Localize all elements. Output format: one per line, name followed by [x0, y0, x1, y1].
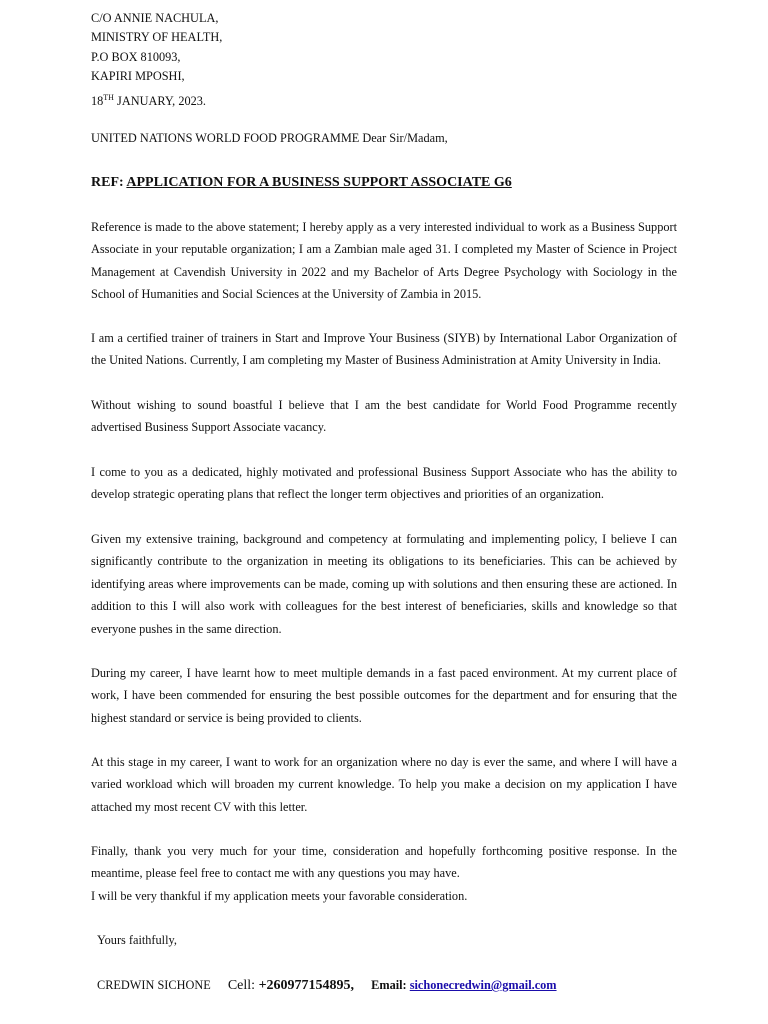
- sender-line-4: KAPIRI MPOSHI,: [91, 69, 185, 83]
- paragraph-8-last: I will be very thankful if my application meets your favorable consideration.: [91, 888, 468, 903]
- closing-salutation: Yours faithfully,: [97, 933, 177, 947]
- signature-name: CREDWIN SICHONE: [97, 978, 211, 992]
- paragraph-5: Given my extensive training, background and competency at formulating and implementing policy, I believe I can significantly contribute to the organization in meeting its obligations to its beneficiaries. This can be achieved by identifying areas where improvements can be made, coming up with solutions and then ensuring these are actioned. In addition to this I will also work with colleagues for the best interest of beneficiaries, skills and knowledge so that everyone pushes in the same direction.: [91, 532, 677, 636]
- paragraph-6: During my career, I have learnt how to meet multiple demands in a fast paced environment. At my current place of work, I have been commended for ensuring the best possible outcomes for the department and for ensuring that the highest standard or service is being provided to clients.: [91, 666, 677, 725]
- ref-subject: APPLICATION FOR A BUSINESS SUPPORT ASSOCIATE G6: [126, 175, 512, 190]
- ref-label: REF:: [91, 175, 127, 190]
- recipient-line: UNITED NATIONS WORLD FOOD PROGRAMME Dear Sir/Madam,: [91, 131, 448, 145]
- email-link[interactable]: sichonecredwin@gmail.com: [409, 978, 557, 992]
- cell-contact: [228, 978, 354, 993]
- sender-line-1: C/O ANNIE NACHULA,: [91, 11, 219, 25]
- paragraph-8-main: Finally, thank you very much for your time, consideration and hopefully forthcoming positive response. In the meantime, please feel free to contact me with any questions you may have.: [91, 844, 677, 881]
- reference-heading: [91, 175, 512, 191]
- email-contact: [371, 978, 556, 992]
- letter-date: [91, 88, 206, 111]
- sender-line-3: P.O BOX 810093,: [91, 50, 181, 64]
- paragraph-1: Reference is made to the above statement; I hereby apply as a very interested individual to work as a Business Support Associate in your reputable organization; I am a Zambian male aged 31. I completed my Master of Science in Project Management at Cavendish University in 2022 and my Bachelor of Arts Degree Psychology with Sociology in the School of Humanities and Social Sciences at the University of Zambia in 2015.: [91, 220, 677, 302]
- email-label: Email:: [371, 978, 410, 992]
- paragraph-4: I come to you as a dedicated, highly motivated and professional Business Support Associate who has the ability to develop strategic operating plans that reflect the longer term objectives and priorities of an organization.: [91, 465, 677, 502]
- signature-row: [97, 978, 557, 994]
- paragraph-3: Without wishing to sound boastful I believe that I am the best candidate for World Food Programme recently advertised Business Support Associate vacancy.: [91, 398, 677, 435]
- paragraph-8: [91, 840, 677, 907]
- cell-label: Cell:: [227, 978, 259, 993]
- paragraph-2: I am a certified trainer of trainers in Start and Improve Your Business (SIYB) by International Labor Organization of the United Nations. Currently, I am completing my Master of Business Administration at Amity University in India.: [91, 331, 677, 368]
- date-suffix: TH: [103, 93, 114, 102]
- cell-number: +260977154895,: [258, 978, 355, 993]
- sender-line-2: MINISTRY OF HEALTH,: [91, 30, 223, 44]
- paragraph-7: At this stage in my career, I want to work for an organization where no day is ever the same, and where I will have a varied workload which will broaden my current knowledge. To help you make a decision on my application I have attached my most recent CV with this letter.: [91, 755, 677, 814]
- date-rest: JANUARY, 2023.: [113, 94, 206, 108]
- date-day: 18: [91, 94, 104, 108]
